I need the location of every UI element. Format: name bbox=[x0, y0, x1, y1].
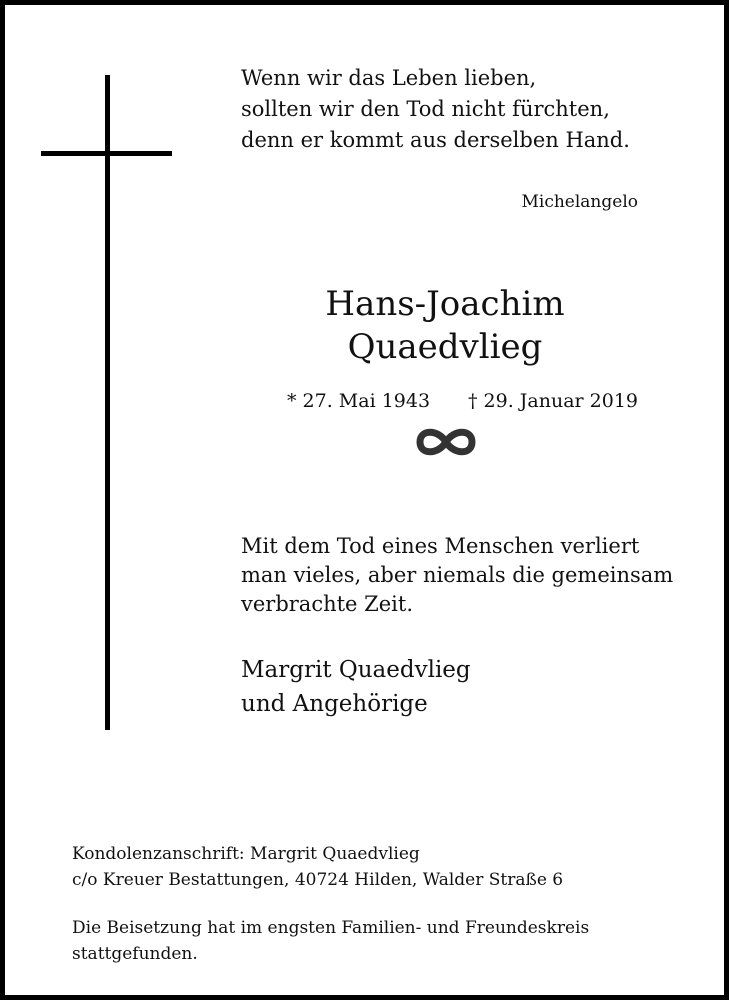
quote bbox=[241, 63, 701, 156]
deceased-first-name: Hans-Joachim bbox=[325, 284, 565, 324]
deceased-last-name: Quaedvlieg bbox=[347, 327, 543, 367]
condolence-address bbox=[72, 841, 712, 893]
saying-line: man vieles, aber niemals die gemeinsam bbox=[241, 563, 674, 587]
condolence-line: c/o Kreuer Bestattungen, 40724 Hilden, Walder Straße 6 bbox=[72, 870, 564, 890]
quote-line: denn er kommt aus derselben Hand. bbox=[241, 128, 630, 152]
funeral-line: stattgefunden. bbox=[72, 944, 198, 964]
funeral-note bbox=[72, 915, 712, 967]
quote-line: sollten wir den Tod nicht fürchten, bbox=[241, 97, 610, 121]
death-date: † 29. Januar 2019 bbox=[468, 390, 639, 412]
quote-line: Wenn wir das Leben lieben, bbox=[241, 66, 537, 90]
saying-line: Mit dem Tod eines Menschen verliert bbox=[241, 534, 640, 558]
birth-date: * 27. Mai 1943 bbox=[287, 390, 431, 412]
cross-horizontal-bar bbox=[41, 151, 172, 156]
deceased-name bbox=[295, 283, 595, 369]
funeral-line: Die Beisetzung hat im engsten Familien- und Freundeskreis bbox=[72, 918, 590, 938]
saying-line: verbrachte Zeit. bbox=[241, 592, 414, 616]
quote-author: Michelangelo bbox=[521, 192, 638, 212]
cross-vertical-bar bbox=[105, 75, 110, 730]
mourner-line: Margrit Quaedvlieg bbox=[241, 657, 471, 683]
memorial-saying bbox=[241, 532, 701, 619]
mourner-line: und Angehörige bbox=[241, 691, 428, 717]
infinity-icon bbox=[413, 423, 479, 461]
mourners bbox=[241, 653, 701, 721]
condolence-line: Kondolenzanschrift: Margrit Quaedvlieg bbox=[72, 844, 420, 864]
